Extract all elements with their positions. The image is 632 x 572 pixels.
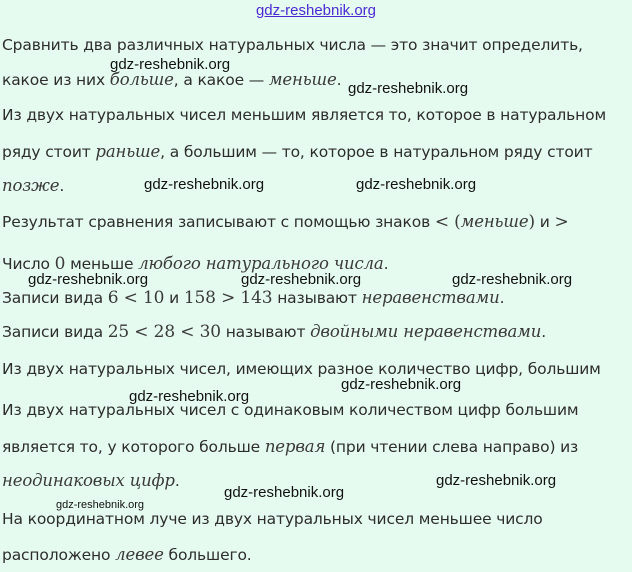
text-line: позже.	[2, 176, 65, 195]
watermark: gdz-reshebnik.org	[356, 176, 477, 193]
watermark: gdz-reshebnik.org	[144, 176, 265, 193]
text-line: Из двух натуральных чисел, имеющих разное количество цифр, большим	[2, 360, 601, 378]
text-line: Число 0 меньше любого натурального числа.	[2, 254, 389, 274]
term-pozhe: позже	[2, 176, 60, 195]
text-line: ряду стоит раньше, а большим — то, которое в натуральном ряду стоит	[2, 142, 593, 161]
text-line: Из двух натуральных чисел меньшим является то, которое в натуральном	[2, 106, 606, 124]
watermark: gdz-reshebnik.org	[452, 271, 573, 288]
text-line: Из двух натуральных чисел с одинаковым количеством цифр большим	[2, 401, 579, 419]
watermark: gdz-reshebnik.org	[224, 484, 345, 501]
watermark: gdz-reshebnik.org	[436, 472, 557, 489]
watermark: gdz-reshebnik.org	[129, 388, 250, 405]
term-menshe: меньше	[268, 70, 337, 89]
text-line: расположено левее большего.	[2, 545, 252, 564]
watermark: gdz-reshebnik.org	[56, 499, 145, 511]
watermark: gdz-reshebnik.org	[28, 271, 149, 288]
text-line: На координатном луче из двух натуральных чисел меньшее число	[2, 510, 543, 528]
term-bolshe: больше	[109, 70, 174, 89]
text-line: является то, у которого больше первая (при чтении слева направо) из	[2, 437, 579, 456]
watermark: gdz-reshebnik.org	[341, 376, 462, 393]
watermark: gdz-reshebnik.org	[110, 56, 231, 73]
term-ranshe: раньше	[95, 142, 161, 161]
text-line: Записи вида 6 < 10 и 158 > 143 называют неравенствами.	[2, 288, 505, 308]
text-line: Записи вида 25 < 28 < 30 называют двойными неравенствами.	[2, 322, 546, 342]
watermark: gdz-reshebnik.org	[241, 271, 362, 288]
text-line: Результат сравнения записывают с помощью знаков < (меньше) и >	[2, 212, 569, 232]
text-line: неодинаковых цифр.	[2, 471, 180, 490]
text-line: Сравнить два различных натуральных числа — это значит определить,	[2, 36, 583, 54]
watermark: gdz-reshebnik.org	[348, 80, 469, 97]
text-line: какое из них больше, а какое — меньше.	[2, 70, 342, 89]
site-header-link[interactable]: gdz-reshebnik.org	[255, 2, 377, 19]
